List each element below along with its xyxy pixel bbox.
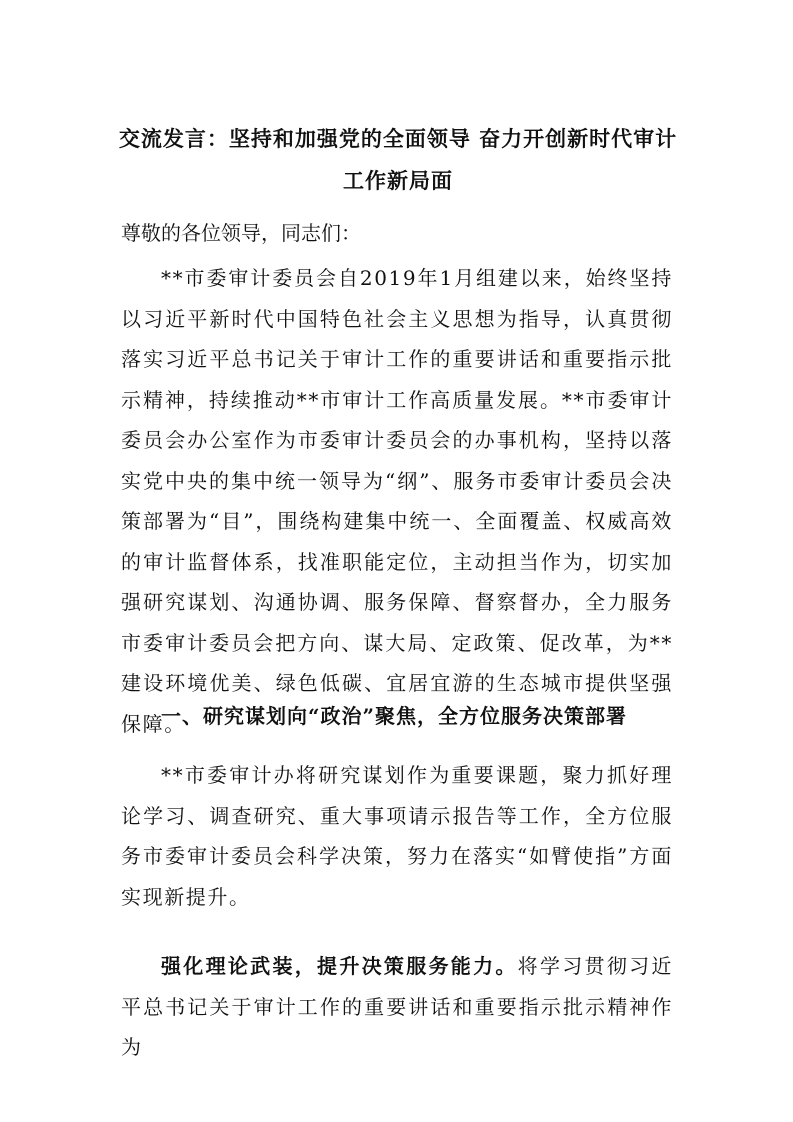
section-1-heading: 一、研究谋划向“政治”聚焦，全方位服务决策部署 xyxy=(161,704,628,728)
document-title xyxy=(118,118,678,202)
title-line-2: 工作新局面 xyxy=(343,168,453,193)
point-1-lead: 强化理论武装，提升决策服务能力。 xyxy=(161,954,518,978)
section-1-paragraph: **市委审计办将研究谋划作为重要课题，聚力抓好理论学习、调查研究、重大事项请示报告等工作，全方位服务市委审计委员会科学决策，努力在落实“如臂使指”方面实现新提升。 xyxy=(121,763,673,909)
title-line-1: 交流发言：坚持和加强党的全面领导 奋力开创新时代审计 xyxy=(118,126,678,151)
point-1-text: 将学习贯彻习近平总书记关于审计工作的重要讲话和重要指示批示精神作为 xyxy=(121,954,673,1059)
point-1-paragraph xyxy=(121,946,673,1068)
salutation: 尊敬的各位领导，同志们： xyxy=(121,221,361,245)
intro-paragraph: **市委审计委员会自2019年1月组建以来，始终坚持以习近平新时代中国特色社会主义思想为指导，认真贯彻落实习近平总书记关于审计工作的重要讲话和重要指示批示精神，持续推动**市审计工作高质量发展。**市委审计委员会办公室作为市委审计委员会的办事机构，坚持以落实党中央的集中统一领导为“纲”、服务市委审计委员会决策部署为“目”，围绕构建集中统一、全面覆盖、权威高效的审计监督体系，找准职能定位，主动担当作为，切实加强研究谋划、沟通协调、服务保障、督察督办，全力服务市委审计委员会把方向、谋大局、定政策、促改革，为**建设环境优美、绿色低碳、宜居宜游的生态城市提供坚强保障。 xyxy=(121,266,673,736)
